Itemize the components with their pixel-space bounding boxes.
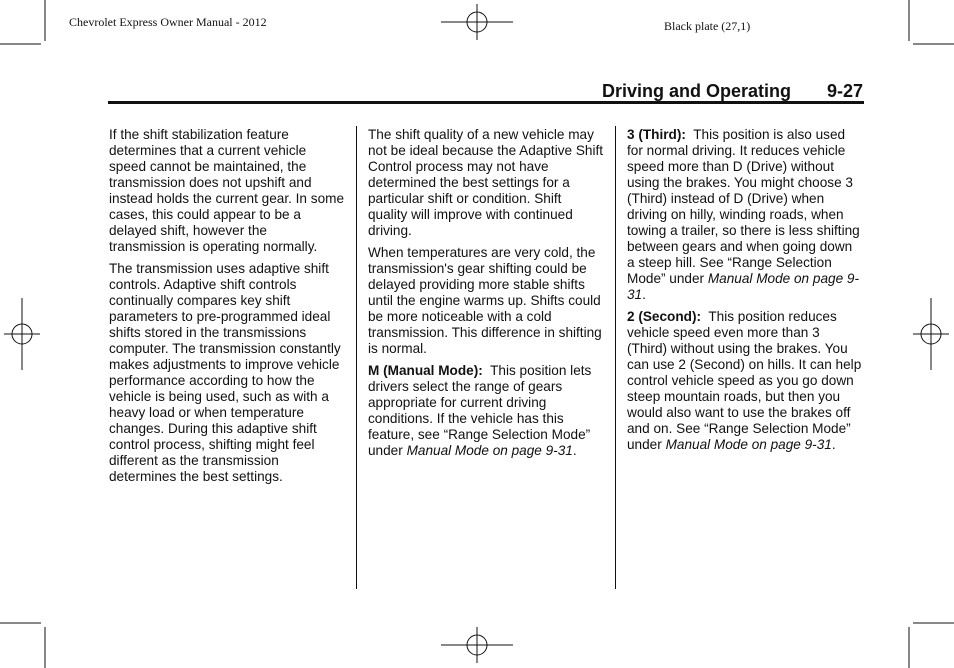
paragraph-end: .	[642, 287, 646, 302]
column-divider	[356, 126, 357, 589]
paragraph-end: .	[572, 443, 577, 458]
header-rule	[108, 101, 864, 104]
paragraph: If the shift stabilization feature determines that a current vehicle speed cannot be maintained, the transmission does not upshift and instead holds the current gear. In some cases, this could appear to be a delayed shift, however the transmission is operating normally.	[109, 127, 345, 254]
paragraph: The shift quality of a new vehicle may not be ideal because the Adaptive Shift Control process may not have determined the best settings for a particular shift or condition. Shift quality will improve with continued driving.	[368, 127, 604, 238]
cross-reference-link[interactable]: Manual Mode on page 9-31	[627, 271, 860, 302]
term-label: M (Manual Mode):	[368, 363, 483, 378]
cross-reference-link[interactable]: Manual Mode on page 9-31	[406, 443, 573, 458]
registration-target-bottom	[441, 627, 513, 663]
term-label: 3 (Third):	[627, 127, 686, 142]
paragraph-text: This position lets drivers select the range of gears appropriate for current driving conditions. If the vehicle has this feature, see “Range Selection Mode” under	[368, 363, 592, 458]
paragraph: The transmission uses adaptive shift controls. Adaptive shift controls continually compares key shift parameters to pre-programmed ideal shifts stored in the transmissions computer. The transmission constantly makes adjustments to improve vehicle performance according to how the vehicle is being used, such as with a heavy load or when temperature changes. During this adaptive shift control process, shifting might feel different as the transmission determines the best settings.	[109, 261, 341, 484]
manual-title: Chevrolet Express Owner Manual - 2012	[69, 15, 267, 29]
page-number: 9-27	[827, 81, 864, 101]
registration-target-right	[913, 298, 949, 370]
column-2	[368, 127, 604, 465]
cross-reference-link[interactable]: Manual Mode on page 9-31	[665, 437, 832, 452]
term-label: 2 (Second):	[627, 309, 702, 324]
registration-target-top	[441, 4, 513, 40]
paragraph	[368, 363, 604, 459]
paragraph: When temperatures are very cold, the transmission's gear shifting could be delayed providing more stable shifts until the engine warms up. Shifts could be more noticeable with a cold transmission. This difference in shifting is normal.	[368, 245, 602, 356]
paragraph-text: This position reduces vehicle speed even more than 3 (Third) without using the brakes. You can use 2 (Second) on hills. It can help control vehicle speed as you go down steep mountain roads, but then you would also want to use the brakes off and on. See “Range Selection Mode” under	[627, 309, 862, 452]
column-1	[109, 127, 345, 491]
paragraph-text: This position is also used for normal driving. It reduces vehicle speed more than D (Drive) without using the brakes. You might choose 3 (Third) instead of D (Drive) when driving on hilly, winding roads, when towing a trailer, so there is less shifting between gears and when going down a steep hill. See “Range Selection Mode” under	[627, 127, 860, 286]
registration-target-left	[4, 298, 40, 370]
column-divider	[615, 126, 616, 589]
paragraph-end: .	[831, 437, 836, 452]
paragraph	[627, 127, 863, 303]
section-title: Driving and Operating	[602, 81, 792, 101]
paragraph	[627, 309, 863, 453]
column-3	[627, 127, 863, 459]
plate-label: Black plate (27,1)	[664, 19, 751, 33]
